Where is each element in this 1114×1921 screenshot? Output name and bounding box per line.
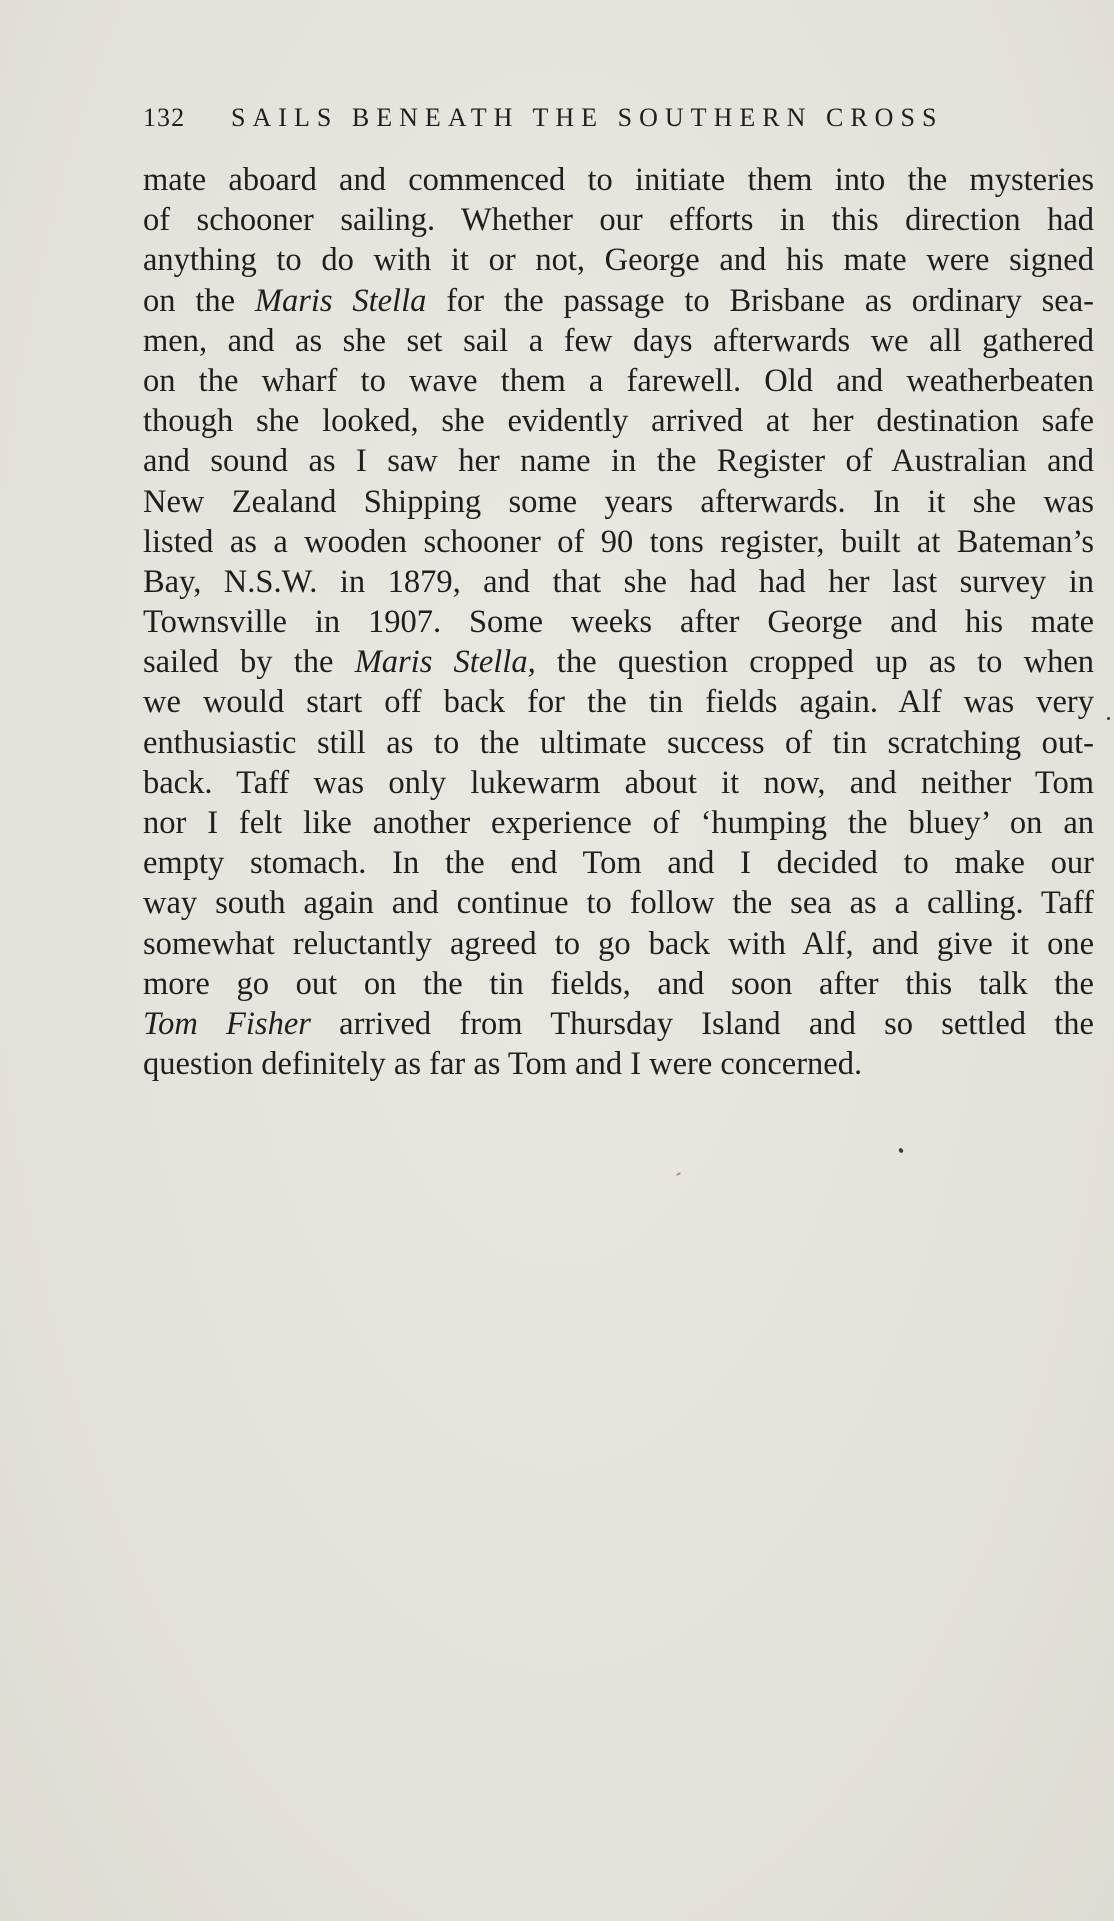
- text-line: nor I felt like another experience of ‘humping the bluey’ on an: [143, 805, 1094, 841]
- body-text: [143, 160, 1094, 1084]
- text-line: of schooner sailing. Whether our efforts in this direction had: [143, 202, 1094, 239]
- text-line: empty stomach. In the end Tom and I decided to make our: [143, 845, 1094, 882]
- paper-speck: [898, 1147, 904, 1153]
- text-line: on the Maris Stella for the passage to Brisbane as ordinary sea-: [143, 282, 1094, 319]
- text-line: on the wharf to wave them a farewell. Old and weatherbeaten: [143, 362, 1094, 399]
- text-line: men, and as she set sail a few days afterwards we all gathered: [143, 322, 1094, 359]
- running-head: [143, 98, 1043, 138]
- running-title: SAILS BENEATH THE SOUTHERN CROSS: [231, 103, 944, 132]
- ship-name: Maris Stella: [254, 282, 427, 319]
- text-line: New Zealand Shipping some years afterwards. In it she was: [143, 483, 1094, 520]
- text-line: somewhat reluctantly agreed to go back with Alf, and give it one: [143, 925, 1094, 962]
- ship-name: Tom Fisher: [143, 1005, 311, 1042]
- text-line: mate aboard and commenced to initiate them into the mysteries: [143, 162, 1094, 198]
- text-line: Bay, N.S.W. in 1879, and that she had had her last survey in: [143, 563, 1094, 600]
- text-line: and sound as I saw her name in the Register of Australian and: [143, 443, 1094, 480]
- text-line: Townsville in 1907. Some weeks after George and his mate: [143, 604, 1094, 641]
- text-line: Tom Fisher arrived from Thursday Island and so settled the: [143, 1005, 1094, 1042]
- text-line: back. Taff was only lukewarm about it now, and neither Tom: [143, 764, 1094, 801]
- text-line: enthusiastic still as to the ultimate success of tin scratching out-: [143, 724, 1094, 761]
- text-line: we would start off back for the tin fields again. Alf was very: [143, 684, 1094, 721]
- text-line: question definitely as far as Tom and I were concerned.: [143, 1046, 863, 1083]
- text-line: anything to do with it or not, George and his mate were signed: [143, 242, 1094, 279]
- text-line: though she looked, she evidently arrived at her destination safe: [143, 403, 1094, 440]
- paper-speck: [1107, 717, 1110, 720]
- ship-name: Maris Stella,: [354, 644, 536, 681]
- text-line: way south again and continue to follow the sea as a calling. Taff: [143, 885, 1094, 922]
- text-line: listed as a wooden schooner of 90 tons register, built at Bateman’s: [143, 523, 1094, 560]
- text-line: sailed by the Maris Stella, the question cropped up as to when: [143, 644, 1095, 681]
- page-number: 132: [143, 103, 186, 132]
- paper-speck: [676, 1172, 681, 1176]
- text-line: more go out on the tin fields, and soon after this talk the: [143, 965, 1094, 1002]
